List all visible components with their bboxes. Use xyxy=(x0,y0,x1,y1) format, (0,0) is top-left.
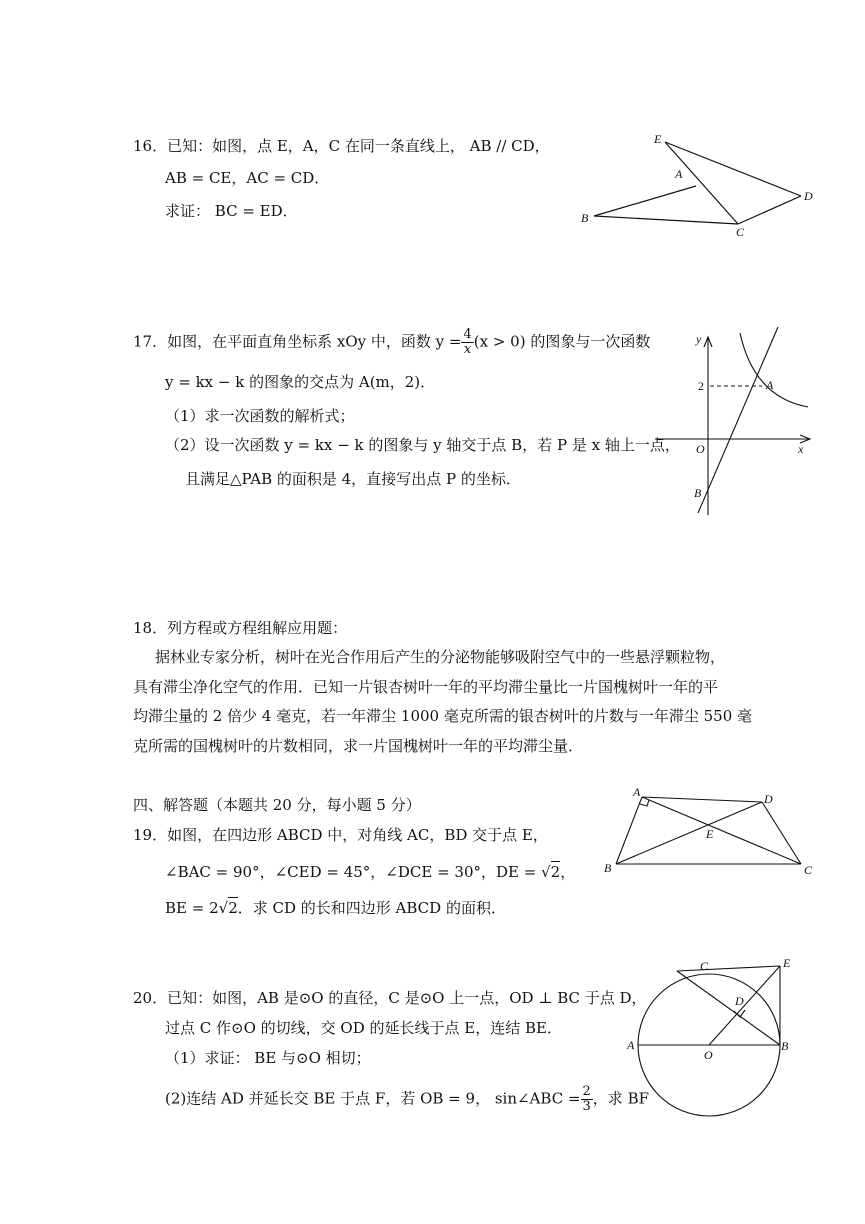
q17-label-b: B xyxy=(694,486,702,500)
q20-part2: (2)连结 AD 并延长交 BE 于点 F，若 OB = 9， sin∠ABC = $\frac{2}{3}$ ，求 BF xyxy=(165,1084,649,1114)
q19-label-b: B xyxy=(604,861,612,875)
q19-label-a: A xyxy=(633,785,641,799)
q16-line1: 16．已知：如图，点 E，A，C 在同一条直线上， AB // CD， xyxy=(133,137,550,155)
q17-figure xyxy=(650,325,825,520)
q20-line1: 20．已知：如图，AB 是⊙O 的直径，C 是⊙O 上一点，OD ⊥ BC 于点 D， xyxy=(133,989,647,1007)
q18-line4: 均滞尘量的 2 倍少 4 毫克，若一年滞尘 1000 毫克所需的银杏树叶的片数与一年滞尘 550 毫 xyxy=(133,707,753,725)
q16-line3: 求证： BC = ED． xyxy=(165,202,298,220)
section4-heading: 四、解答题（本题共 20 分，每小题 5 分） xyxy=(133,796,421,814)
q20-line2: 过点 C 作⊙O 的切线，交 OD 的延长线于点 E，连结 BE． xyxy=(165,1019,562,1037)
q20-fraction: $\frac{2}{3}$ xyxy=(582,1084,591,1114)
q17-fraction: $\frac{4}{x}$ xyxy=(463,327,472,357)
q20-label-a: A xyxy=(627,1038,635,1052)
q20-figure xyxy=(622,953,822,1118)
q20-label-d: D xyxy=(735,994,744,1008)
q17-label-x: x xyxy=(798,442,804,456)
q20-label-b: B xyxy=(781,1039,789,1053)
q17-part2b: 且满足△PAB 的面积是 4，直接写出点 P 的坐标． xyxy=(185,470,521,488)
q20-part1: （1）求证： BE 与⊙O 相切； xyxy=(165,1049,371,1067)
q20-label-e: E xyxy=(783,956,791,970)
q19-line2: ∠BAC = 90°，∠CED = 45°，∠DCE = 30°，DE = √2， xyxy=(165,863,576,881)
q16-label-e: E xyxy=(654,132,662,146)
q18-line1: 18．列方程或方程组解应用题： xyxy=(133,619,348,637)
q17-label-y: y xyxy=(696,332,702,346)
q16-line2: AB = CE，AC = CD． xyxy=(165,169,330,187)
q19-radicand-1: 2 xyxy=(550,863,561,881)
q17-label-a: A xyxy=(766,378,774,392)
q19-label-c: C xyxy=(804,863,813,877)
q16-label-d: D xyxy=(804,189,813,203)
q19-label-d: D xyxy=(764,792,773,806)
q17-line2: y = kx − k 的图象的交点为 A(m，2)． xyxy=(165,373,436,391)
q19-radicand-2: 2 xyxy=(228,899,238,917)
q20-label-c: C xyxy=(700,959,709,973)
q17-label-o: O xyxy=(696,442,705,456)
q18-line3: 具有滞尘净化空气的作用．已知一片银杏树叶一年的平均滞尘量比一片国槐树叶一年的平 xyxy=(133,678,719,696)
q17-number: 17． xyxy=(133,332,168,351)
q18-line2: 据林业专家分析，树叶在光合作用后产生的分泌物能够吸附空气中的一些悬浮颗粒物， xyxy=(155,648,726,666)
q19-figure xyxy=(600,783,820,883)
q18-line5: 克所需的国槐树叶的片数相同，求一片国槐树叶一年的平均滞尘量． xyxy=(133,737,584,755)
q20-label-o: O xyxy=(704,1048,713,1062)
q17-line1: 17．如图，在平面直角坐标系 xOy 中，函数 y = $\frac{4}{x}$ (x > 0) 的图象与一次函数 xyxy=(133,327,651,357)
q17-label-2: 2 xyxy=(698,379,704,393)
q16-label-c: C xyxy=(736,225,745,239)
q19-label-e: E xyxy=(706,827,714,841)
q16-figure xyxy=(575,128,820,240)
q16-label-b: B xyxy=(581,211,589,225)
q17-part2: （2）设一次函数 y = kx − k 的图象与 y 轴交于点 B，若 P 是 x 轴上一点， xyxy=(165,436,680,454)
q19-line3: BE = 2√2．求 CD 的长和四边形 ABCD 的面积． xyxy=(165,899,506,917)
q16-label-a: A xyxy=(675,167,683,181)
q19-line1: 19．如图，在四边形 ABCD 中，对角线 AC，BD 交于点 E， xyxy=(133,826,548,844)
q16-number: 16． xyxy=(133,137,168,155)
q17-part1: （1）求一次函数的解析式； xyxy=(165,407,355,425)
